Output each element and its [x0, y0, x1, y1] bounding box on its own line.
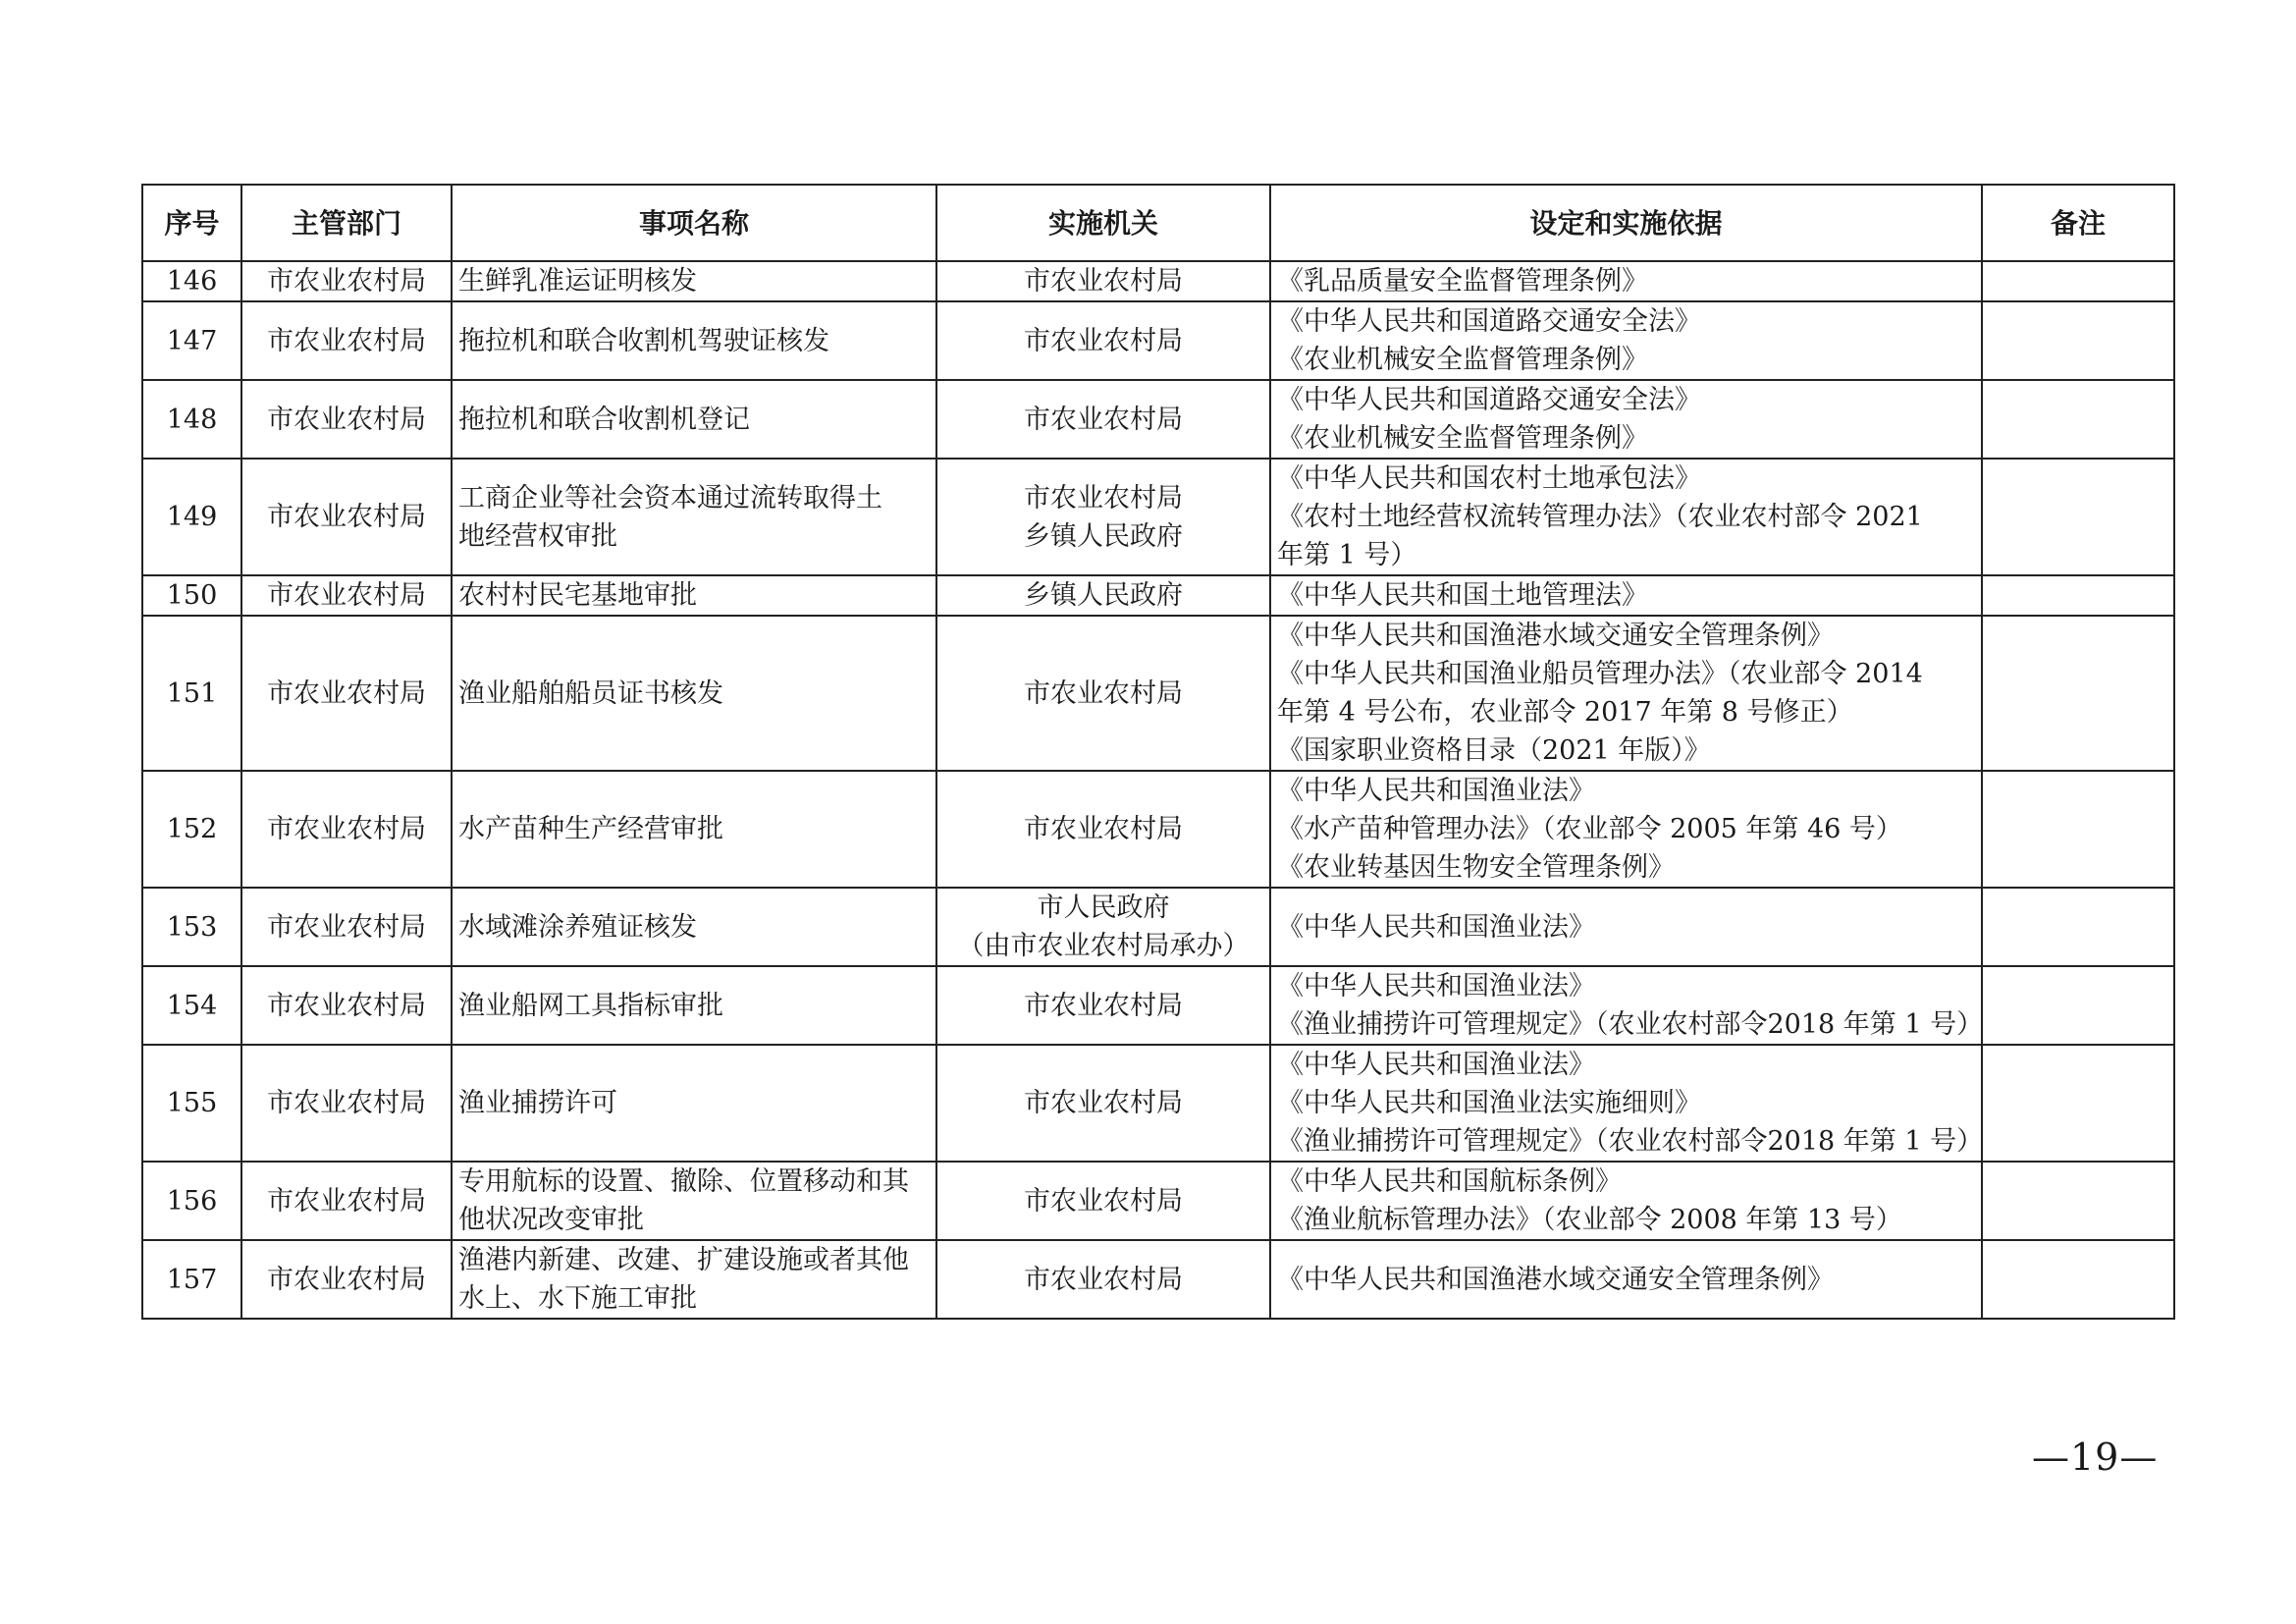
row-note — [1982, 380, 2174, 459]
legal-basis-line: 《中华人民共和国渔业船员管理办法》（农业部令 2014 — [1277, 659, 1923, 689]
row-implementing-org — [936, 380, 1270, 459]
legal-basis-line: 《中华人民共和国渔业法》 — [1277, 911, 1595, 943]
row-legal-basis — [1270, 888, 1982, 966]
row-legal-basis — [1270, 771, 1982, 888]
row-implementing-org — [936, 771, 1270, 888]
table-row — [142, 301, 2174, 380]
row-implementing-org — [936, 888, 1270, 966]
row-number: 152 — [142, 771, 241, 888]
row-number: 151 — [142, 616, 241, 771]
header-note: 备注 — [1982, 185, 2174, 261]
legal-basis-line: 《中华人民共和国道路交通安全法》 — [1277, 306, 1701, 337]
row-legal-basis — [1270, 1162, 1982, 1240]
row-number: 154 — [142, 966, 241, 1045]
row-department: 市农业农村局 — [241, 616, 452, 771]
item-name-line: 水上、水下施工审批 — [458, 1283, 697, 1314]
row-department: 市农业农村局 — [241, 380, 452, 459]
item-name-line: 地经营权审批 — [458, 520, 617, 552]
legal-basis-line: 《中华人民共和国土地管理法》 — [1277, 580, 1648, 611]
row-item-name — [452, 261, 936, 301]
legal-basis-line: 《国家职业资格目录（2021 年版）》 — [1277, 735, 1711, 766]
table-row — [142, 888, 2174, 966]
row-implementing-org — [936, 1240, 1270, 1319]
implementing-org-line: 市农业农村局 — [1024, 1264, 1183, 1295]
legal-basis-line: 《中华人民共和国道路交通安全法》 — [1277, 385, 1701, 415]
row-department: 市农业农村局 — [241, 301, 452, 380]
row-legal-basis — [1270, 1240, 1982, 1319]
row-note — [1982, 459, 2174, 575]
legal-basis-line: 《中华人民共和国渔港水域交通安全管理条例》 — [1277, 1264, 1834, 1295]
row-item-name — [452, 1045, 936, 1162]
implementing-org-line: 乡镇人民政府 — [1024, 520, 1183, 552]
implementing-org-line: 市农业农村局 — [1024, 990, 1183, 1021]
row-department: 市农业农村局 — [241, 459, 452, 575]
table-row — [142, 1162, 2174, 1240]
row-legal-basis — [1270, 380, 1982, 459]
row-department: 市农业农村局 — [241, 1045, 452, 1162]
header-item: 事项名称 — [452, 185, 936, 261]
row-legal-basis — [1270, 459, 1982, 575]
header-basis: 设定和实施依据 — [1270, 185, 1982, 261]
row-item-name — [452, 888, 936, 966]
row-number: 156 — [142, 1162, 241, 1240]
row-note — [1982, 616, 2174, 771]
row-note — [1982, 771, 2174, 888]
table-row — [142, 380, 2174, 459]
row-number: 155 — [142, 1045, 241, 1162]
table-header — [142, 185, 2174, 261]
item-name-line: 渔港内新建、改建、扩建设施或者其他 — [458, 1245, 909, 1275]
row-number: 150 — [142, 575, 241, 616]
row-number: 157 — [142, 1240, 241, 1319]
row-implementing-org — [936, 1045, 1270, 1162]
implementing-org-line: 市农业农村局 — [1024, 482, 1183, 514]
table-row — [142, 1240, 2174, 1319]
row-item-name — [452, 966, 936, 1045]
legal-basis-line: 《农业机械安全监督管理条例》 — [1277, 345, 1648, 375]
item-name-line: 拖拉机和联合收割机登记 — [458, 404, 750, 435]
legal-basis-line: 《农业转基因生物安全管理条例》 — [1277, 852, 1675, 883]
row-department: 市农业农村局 — [241, 1240, 452, 1319]
row-legal-basis — [1270, 616, 1982, 771]
row-legal-basis — [1270, 261, 1982, 301]
row-note — [1982, 966, 2174, 1045]
row-number: 148 — [142, 380, 241, 459]
row-implementing-org — [936, 966, 1270, 1045]
implementing-org-line: 市农业农村局 — [1024, 266, 1183, 297]
legal-basis-line: 《中华人民共和国渔业法实施细则》 — [1277, 1088, 1701, 1118]
row-implementing-org — [936, 261, 1270, 301]
row-number: 149 — [142, 459, 241, 575]
legal-basis-line: 《中华人民共和国渔港水域交通安全管理条例》 — [1277, 621, 1834, 651]
implementing-org-line: 市农业农村局 — [1024, 325, 1183, 356]
row-item-name — [452, 380, 936, 459]
item-name-line: 渔业船舶船员证书核发 — [458, 677, 723, 709]
row-implementing-org — [936, 616, 1270, 771]
table-row — [142, 966, 2174, 1045]
item-name-line: 渔业船网工具指标审批 — [458, 990, 723, 1021]
legal-basis-line: 年第 4 号公布，农业部令 2017 年第 8 号修正） — [1277, 697, 1853, 728]
table-row — [142, 771, 2174, 888]
row-number: 146 — [142, 261, 241, 301]
row-item-name — [452, 771, 936, 888]
row-number: 153 — [142, 888, 241, 966]
implementing-org-line: 市农业农村局 — [1024, 814, 1183, 844]
row-note — [1982, 1240, 2174, 1319]
implementing-org-line: 乡镇人民政府 — [1024, 580, 1183, 611]
table-body — [142, 261, 2174, 1319]
row-note — [1982, 888, 2174, 966]
implementing-org-line: 市农业农村局 — [1024, 677, 1183, 709]
row-implementing-org — [936, 459, 1270, 575]
item-name-line: 水产苗种生产经营审批 — [458, 814, 723, 844]
legal-basis-line: 《水产苗种管理办法》（农业部令 2005 年第 46 号） — [1277, 814, 1902, 844]
items-table — [141, 184, 2175, 1320]
legal-basis-line: 《中华人民共和国渔业法》 — [1277, 971, 1595, 1001]
legal-basis-line: 年第 1 号） — [1277, 540, 1417, 570]
header-org: 实施机关 — [936, 185, 1270, 261]
implementing-org-line: 市农业农村局 — [1024, 404, 1183, 435]
row-legal-basis — [1270, 575, 1982, 616]
row-item-name — [452, 301, 936, 380]
implementing-org-line: （由市农业农村局承办） — [957, 931, 1250, 961]
row-implementing-org — [936, 301, 1270, 380]
item-name-line: 工商企业等社会资本通过流转取得土 — [458, 482, 882, 514]
item-name-line: 拖拉机和联合收割机驾驶证核发 — [458, 325, 829, 356]
table-row — [142, 459, 2174, 575]
page-number: —19— — [2032, 1435, 2159, 1479]
row-item-name — [452, 616, 936, 771]
row-note — [1982, 1162, 2174, 1240]
row-legal-basis — [1270, 301, 1982, 380]
row-department: 市农业农村局 — [241, 966, 452, 1045]
item-name-line: 专用航标的设置、撤除、位置移动和其 — [458, 1166, 909, 1197]
legal-basis-line: 《农业机械安全监督管理条例》 — [1277, 423, 1648, 454]
legal-basis-line: 《中华人民共和国渔业法》 — [1277, 776, 1595, 806]
header-dept: 主管部门 — [241, 185, 452, 261]
table-row — [142, 575, 2174, 616]
row-note — [1982, 261, 2174, 301]
row-number: 147 — [142, 301, 241, 380]
row-department: 市农业农村局 — [241, 771, 452, 888]
table-row — [142, 1045, 2174, 1162]
row-implementing-org — [936, 1162, 1270, 1240]
item-name-line: 渔业捕捞许可 — [458, 1088, 617, 1118]
legal-basis-line: 《农村土地经营权流转管理办法》（农业农村部令 2021 — [1277, 502, 1923, 532]
legal-basis-line: 《乳品质量安全监督管理条例》 — [1277, 266, 1648, 297]
row-note — [1982, 301, 2174, 380]
table-row — [142, 616, 2174, 771]
legal-basis-line: 《中华人民共和国渔业法》 — [1277, 1050, 1595, 1080]
row-item-name — [452, 1162, 936, 1240]
row-department: 市农业农村局 — [241, 1162, 452, 1240]
legal-basis-line: 《中华人民共和国农村土地承包法》 — [1277, 463, 1701, 494]
item-name-line: 他状况改变审批 — [458, 1205, 644, 1235]
item-name-line: 农村村民宅基地审批 — [458, 580, 697, 611]
legal-basis-line: 《渔业捕捞许可管理规定》（农业农村部令2018 年第 1 号） — [1277, 1009, 1984, 1040]
row-item-name — [452, 459, 936, 575]
row-implementing-org — [936, 575, 1270, 616]
legal-basis-line: 《渔业捕捞许可管理规定》（农业农村部令2018 年第 1 号） — [1277, 1126, 1984, 1157]
row-legal-basis — [1270, 966, 1982, 1045]
row-department: 市农业农村局 — [241, 575, 452, 616]
row-item-name — [452, 1240, 936, 1319]
row-note — [1982, 1045, 2174, 1162]
implementing-org-line: 市人民政府 — [1037, 893, 1170, 923]
table-row — [142, 261, 2174, 301]
row-legal-basis — [1270, 1045, 1982, 1162]
implementing-org-line: 市农业农村局 — [1024, 1088, 1183, 1118]
header-no: 序号 — [142, 185, 241, 261]
row-department: 市农业农村局 — [241, 261, 452, 301]
row-note — [1982, 575, 2174, 616]
header-row — [142, 185, 2174, 261]
row-department: 市农业农村局 — [241, 888, 452, 966]
legal-basis-line: 《渔业航标管理办法》（农业部令 2008 年第 13 号） — [1277, 1205, 1902, 1235]
item-name-line: 水域滩涂养殖证核发 — [458, 911, 697, 943]
item-name-line: 生鲜乳准运证明核发 — [458, 266, 697, 297]
legal-basis-line: 《中华人民共和国航标条例》 — [1277, 1166, 1622, 1197]
implementing-org-line: 市农业农村局 — [1024, 1185, 1183, 1217]
row-item-name — [452, 575, 936, 616]
